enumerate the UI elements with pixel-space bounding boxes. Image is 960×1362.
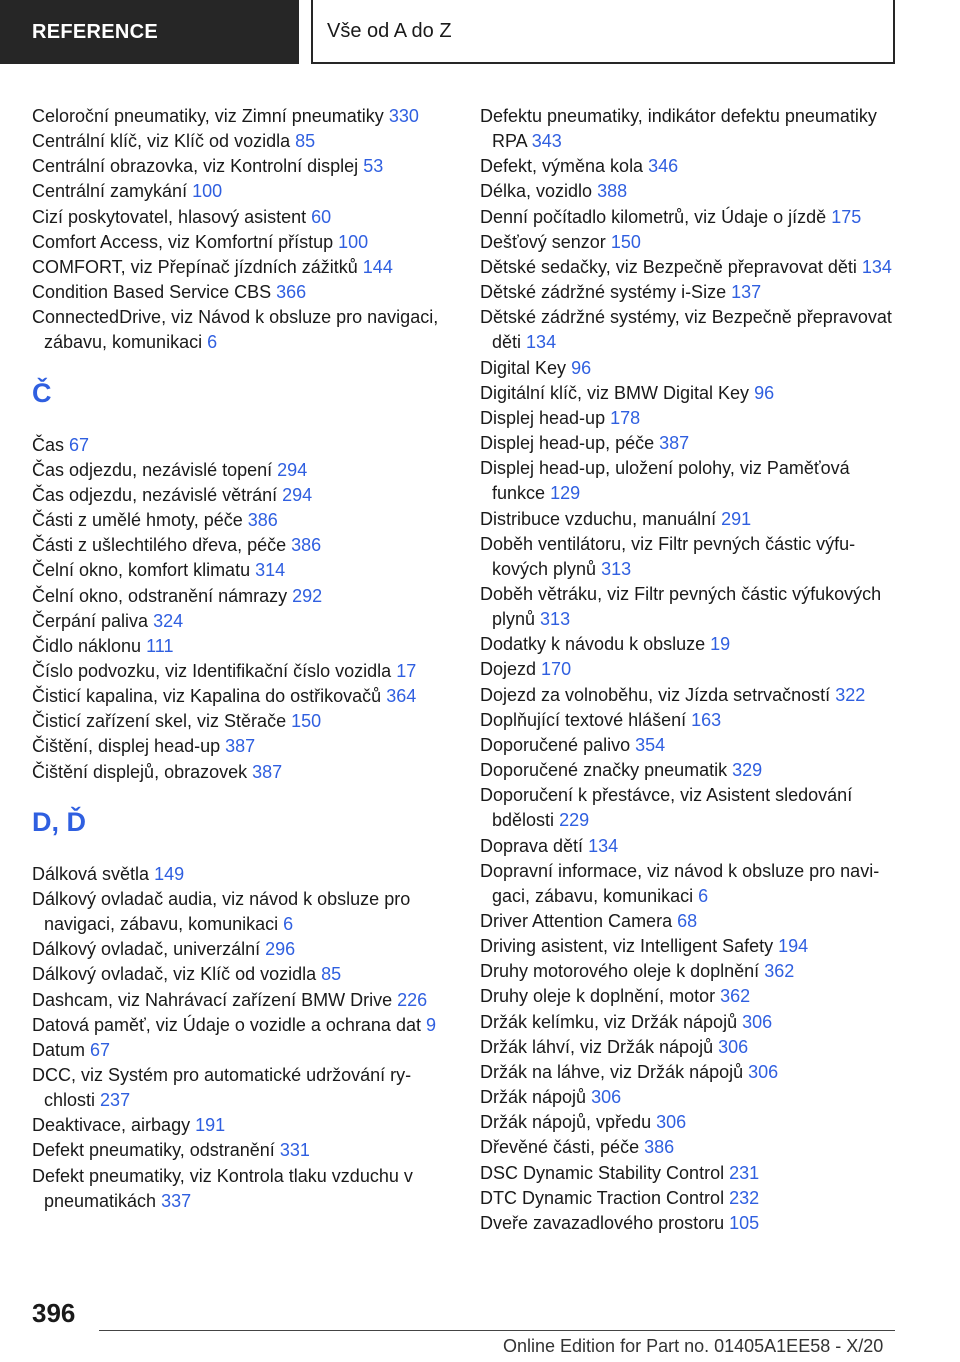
- index-entry: [480, 683, 900, 708]
- index-entry: [32, 1138, 452, 1163]
- page-reference-link[interactable]: 306: [742, 1011, 773, 1032]
- page-reference-link[interactable]: 17: [396, 660, 417, 681]
- page-reference-link[interactable]: 96: [571, 357, 592, 378]
- index-entry: [480, 1110, 900, 1135]
- page-reference-link[interactable]: 364: [386, 686, 417, 707]
- page-reference-link[interactable]: 343: [531, 131, 562, 152]
- page-reference-link[interactable]: 100: [192, 181, 223, 202]
- index-entry: [480, 532, 900, 582]
- page-reference-link[interactable]: 67: [69, 434, 90, 455]
- index-entry-text: Dálkový ovladač, univerzální: [32, 939, 261, 960]
- index-entry: [32, 508, 452, 533]
- page-reference-link[interactable]: 294: [277, 459, 308, 480]
- page-reference-link[interactable]: 60: [311, 206, 332, 227]
- index-entry-text: Čisticí zařízení skel, viz Stěrače: [32, 711, 287, 732]
- index-entry: [32, 962, 452, 987]
- index-entry: [32, 205, 452, 230]
- index-entry-text: Držák nápojů, vpředu: [480, 1112, 652, 1133]
- index-entry-text: Deaktivace, airbagy: [32, 1115, 191, 1136]
- index-letter-heading: D, Ď: [32, 806, 86, 837]
- index-entry-text: Části z ušlechtilého dřeva, péče: [32, 535, 287, 556]
- section-label: REFERENCE: [32, 20, 159, 43]
- index-entry: [32, 734, 452, 759]
- index-entry-text: Držák láhví, viz Držák nápojů: [480, 1036, 714, 1057]
- index-entry: [480, 1211, 900, 1236]
- index-entry: [32, 1013, 452, 1038]
- page-reference-link[interactable]: 388: [597, 181, 628, 202]
- page-reference-link[interactable]: 386: [644, 1137, 675, 1158]
- index-entry-text: Driver Attention Camera: [480, 911, 673, 931]
- page-reference-link[interactable]: 105: [729, 1212, 760, 1233]
- index-entry-text: Centrální zamykání: [32, 181, 188, 202]
- index-entry-text: Dálková světla: [32, 863, 150, 884]
- index-entry: [32, 433, 452, 458]
- page-reference-link[interactable]: 19: [710, 634, 731, 655]
- page-reference-link[interactable]: 134: [588, 835, 619, 856]
- index-entry-text: Displej head-up: [480, 407, 606, 428]
- page-reference-link[interactable]: 366: [276, 282, 307, 303]
- page-reference-link[interactable]: 137: [731, 282, 762, 303]
- index-entry-text: Dřevěné části, péče: [480, 1137, 640, 1158]
- index-entry: [32, 609, 452, 634]
- index-entry-text: Druhy motorového oleje k doplnění: [480, 961, 760, 982]
- index-entry: [480, 859, 900, 909]
- index-entry: [32, 280, 452, 305]
- index-entry: [32, 104, 452, 129]
- index-column-right: [480, 104, 900, 1236]
- page-reference-link[interactable]: 226: [397, 989, 428, 1010]
- page-reference-link[interactable]: 306: [591, 1087, 622, 1108]
- index-entry-text: Defekt, výměna kola: [480, 156, 644, 177]
- page-reference-link[interactable]: 291: [721, 508, 752, 529]
- page-reference-link[interactable]: 232: [729, 1187, 760, 1208]
- page-reference-link[interactable]: 85: [321, 964, 342, 985]
- index-entry-text: Doporučené palivo: [480, 734, 631, 755]
- index-entry-text: Driving asistent, viz Intelligent Safety: [480, 936, 774, 957]
- index-entry: [480, 783, 900, 833]
- page-reference-link[interactable]: 53: [363, 156, 384, 177]
- index-entry-text: COMFORT, viz Přepínač jízdních zážitků: [32, 256, 358, 277]
- index-entry: [32, 305, 452, 355]
- index-entry-text: Doplňující textové hlášení: [480, 709, 687, 730]
- index-entry-text: Cizí poskytovatel, hlasový asistent: [32, 206, 307, 227]
- index-entry-text: Druhy oleje k doplnění, motor: [480, 986, 716, 1007]
- page-reference-link[interactable]: 134: [526, 332, 557, 353]
- page-reference-link[interactable]: 331: [279, 1140, 310, 1161]
- index-entry: [32, 1164, 452, 1214]
- index-entry-text: Dodatky k návodu k obsluze: [480, 634, 706, 655]
- index-entry: [480, 507, 900, 532]
- page-reference-link[interactable]: 362: [720, 986, 751, 1007]
- index-entry-text: Displej head-up, péče: [480, 433, 655, 454]
- index-entry-text: Dálkový ovladač, viz Klíč od vozidla: [32, 964, 317, 985]
- index-entry: [32, 558, 452, 583]
- page-reference-link[interactable]: 150: [291, 711, 322, 732]
- page-reference-link[interactable]: 294: [282, 484, 313, 505]
- index-entry-text: DCC, viz Systém pro automatické udržování rychlosti: [32, 1065, 412, 1111]
- index-entry: [480, 104, 900, 154]
- index-entry: [480, 1010, 900, 1035]
- page-reference-link[interactable]: 134: [861, 256, 892, 277]
- page-reference-link[interactable]: 149: [154, 863, 185, 884]
- index-entry: [32, 659, 452, 684]
- page-reference-link[interactable]: 170: [541, 659, 572, 680]
- index-entry-text: Dálkový ovladač audia, viz návod k obsluze pro navigaci, zábavu, komunikaci: [32, 888, 411, 935]
- index-entry: [32, 1063, 452, 1113]
- index-entry: [32, 1038, 452, 1063]
- index-entry: [32, 988, 452, 1013]
- page-reference-link[interactable]: 313: [540, 609, 571, 630]
- index-entry: [480, 708, 900, 733]
- page-reference-link[interactable]: 85: [295, 131, 316, 152]
- index-entry: [480, 1085, 900, 1110]
- index-entry-text: Comfort Access, viz Komfortní přístup: [32, 231, 334, 252]
- index-entry: [480, 1161, 900, 1186]
- index-entry-text: Čisticí kapalina, viz Kapalina do ostřikovačů: [32, 686, 382, 707]
- index-entry: [32, 230, 452, 255]
- page-reference-link[interactable]: 330: [388, 106, 419, 126]
- index-entry: [480, 984, 900, 1009]
- index-entry-text: Dojezd za volnoběhu, viz Jízda setrvačností: [480, 684, 831, 705]
- index-entry-text: Distribuce vzduchu, manuální: [480, 508, 717, 529]
- index-entry: [480, 733, 900, 758]
- index-entry-text: Datová paměť, viz Údaje o vozidle a ochrana dat: [32, 1014, 421, 1035]
- page-reference-link[interactable]: 346: [648, 156, 679, 177]
- index-entry: [480, 154, 900, 179]
- index-entry: [480, 406, 900, 431]
- page-reference-link[interactable]: 322: [835, 684, 866, 705]
- page-reference-link[interactable]: 68: [677, 911, 698, 931]
- index-entry: [480, 305, 900, 355]
- index-entry-text: Defekt pneumatiky, odstranění: [32, 1140, 275, 1161]
- page-reference-link[interactable]: 362: [764, 961, 795, 982]
- index-entry-text: Displej head-up, uložení polohy, viz Paměťová funkce: [480, 458, 850, 504]
- index-entry: [480, 356, 900, 381]
- index-entry: [480, 280, 900, 305]
- index-entry-text: Držák na láhve, viz Držák nápojů: [480, 1061, 744, 1082]
- index-entry: [480, 255, 900, 280]
- index-entry-text: Condition Based Service CBS: [32, 282, 272, 303]
- index-entry: [480, 582, 900, 632]
- page-reference-link[interactable]: 129: [550, 483, 581, 504]
- index-entry-text: Datum: [32, 1039, 86, 1060]
- index-entry-text: Čas odjezdu, nezávislé topení: [32, 459, 273, 480]
- page-reference-link[interactable]: 386: [247, 510, 278, 531]
- index-entry: [32, 709, 452, 734]
- chapter-title: Vše od A do Z: [327, 19, 452, 42]
- index-entry-text: Čas odjezdu, nezávislé větrání: [32, 484, 278, 505]
- index-entry: [32, 634, 452, 659]
- index-entry-text: Dětské zádržné systémy, viz Bezpečně přepravovat děti: [480, 307, 892, 353]
- index-entry-text: Čas: [32, 434, 65, 455]
- index-entry: [480, 1035, 900, 1060]
- page-reference-link[interactable]: 6: [283, 914, 294, 935]
- page-reference-link[interactable]: 96: [754, 382, 775, 403]
- index-entry-text: Doprava dětí: [480, 835, 584, 856]
- index-entry: [32, 255, 452, 280]
- index-entry: [480, 834, 900, 859]
- index-entry-text: Čištění displejů, obrazovek: [32, 761, 248, 782]
- index-entry-text: ConnectedDrive, viz Návod k obsluze pro navigaci, zábavu, komunikaci: [32, 307, 439, 353]
- footer-edition: Online Edition for Part no. 01405A1EE58 - X/20: [503, 1336, 884, 1356]
- page-reference-link[interactable]: 387: [659, 433, 690, 454]
- index-entry: [480, 959, 900, 984]
- page-reference-link[interactable]: 178: [610, 407, 641, 428]
- index-entry: [480, 632, 900, 657]
- index-entry: [32, 862, 452, 887]
- index-entry: [480, 1135, 900, 1160]
- page-reference-link[interactable]: 6: [698, 885, 709, 906]
- page-reference-link[interactable]: 329: [732, 760, 763, 781]
- index-entry: [32, 129, 452, 154]
- footer-divider: [99, 1330, 895, 1331]
- index-entry-text: Doběh ventilátoru, viz Filtr pevných částic výfukových plynů: [480, 533, 856, 579]
- index-entry: [480, 758, 900, 783]
- index-entry-text: Digitální klíč, viz BMW Digital Key: [480, 382, 750, 403]
- page-reference-link[interactable]: 144: [362, 256, 393, 277]
- page-reference-link[interactable]: 337: [161, 1190, 192, 1211]
- index-entry: [480, 381, 900, 406]
- index-entry: [32, 483, 452, 508]
- index-entry: [32, 584, 452, 609]
- page-reference-link[interactable]: 9: [425, 1014, 436, 1035]
- page-reference-link[interactable]: 387: [252, 761, 283, 782]
- page-reference-link[interactable]: 67: [90, 1039, 111, 1060]
- index-entry-text: Čištění, displej head-up: [32, 736, 221, 757]
- page-reference-link[interactable]: 231: [729, 1162, 760, 1183]
- index-entry-text: Čelní okno, odstranění námrazy: [32, 585, 288, 606]
- index-entry: [32, 887, 452, 937]
- page-reference-link[interactable]: 296: [265, 939, 296, 960]
- index-entry: [480, 657, 900, 682]
- index-entry-text: Doběh větráku, viz Filtr pevných částic výfukových plynů: [480, 583, 882, 630]
- index-entry: [480, 1186, 900, 1211]
- index-entry: [480, 909, 900, 934]
- index-entry-text: Doporučení k přestávce, viz Asistent sledování bdělosti: [480, 785, 853, 831]
- index-entry: [480, 1060, 900, 1085]
- page-reference-link[interactable]: 306: [718, 1036, 749, 1057]
- index-entry-text: Čidlo náklonu: [32, 635, 142, 656]
- page-reference-link[interactable]: 306: [656, 1112, 687, 1133]
- page-reference-link[interactable]: 324: [153, 610, 184, 631]
- index-entry: [480, 456, 900, 506]
- index-entry-text: Dveře zavazadlového prostoru: [480, 1212, 725, 1233]
- chapter-header: [311, 0, 895, 64]
- index-entry-text: Dojezd: [480, 659, 537, 680]
- index-entry: [32, 760, 452, 785]
- index-entry: [32, 458, 452, 483]
- index-entry-text: Digital Key: [480, 357, 567, 378]
- page-reference-link[interactable]: 386: [291, 535, 322, 556]
- index-entry-text: Centrální klíč, viz Klíč od vozidla: [32, 131, 291, 152]
- index-entry-text: Defekt pneumatiky, viz Kontrola tlaku vzduchu v pneumatikách: [32, 1165, 413, 1211]
- page-reference-link[interactable]: 387: [225, 736, 256, 757]
- index-entry: [32, 179, 452, 204]
- index-entry: [32, 154, 452, 179]
- index-entry-text: Délka, vozidlo: [480, 181, 593, 202]
- index-entry-text: Celoroční pneumatiky, viz Zimní pneumatiky: [32, 106, 384, 126]
- index-entry-text: DTC Dynamic Traction Control: [480, 1187, 725, 1208]
- index-entry-text: Dopravní informace, viz návod k obsluze pro navigaci, zábavu, komunikaci: [480, 860, 880, 906]
- index-entry: [480, 230, 900, 255]
- index-entry-text: Dětské sedačky, viz Bezpečně přepravovat děti: [480, 256, 857, 277]
- index-entry-text: Držák nápojů: [480, 1087, 587, 1108]
- index-entry-text: DSC Dynamic Stability Control: [480, 1162, 725, 1183]
- index-entry-text: Části z umělé hmoty, péče: [32, 510, 243, 531]
- index-entry-text: Dešťový senzor: [480, 231, 606, 252]
- index-entry-text: Dashcam, viz Nahrávací zařízení BMW Drive: [32, 989, 393, 1010]
- page-reference-link[interactable]: 306: [748, 1061, 779, 1082]
- section-tab: [0, 0, 299, 64]
- page-reference-link[interactable]: 150: [610, 231, 641, 252]
- index-entry-text: Centrální obrazovka, viz Kontrolní displej: [32, 156, 359, 177]
- page-reference-link[interactable]: 354: [635, 734, 666, 755]
- page-reference-link[interactable]: 6: [207, 332, 218, 353]
- page-reference-link[interactable]: 163: [691, 709, 722, 730]
- index-entry-text: Dětské zádržné systémy i-Size: [480, 282, 727, 303]
- page-reference-link[interactable]: 191: [195, 1115, 226, 1136]
- page-reference-link[interactable]: 175: [831, 206, 862, 227]
- index-entry-text: Defektu pneumatiky, indikátor defektu pneumatiky RPA: [480, 106, 877, 152]
- page-number: 396: [32, 1298, 76, 1328]
- index-entry: [480, 179, 900, 204]
- page-reference-link[interactable]: 237: [100, 1090, 131, 1111]
- page-reference-link[interactable]: 229: [559, 810, 590, 831]
- page-reference-link[interactable]: 100: [338, 231, 369, 252]
- page-reference-link[interactable]: 194: [778, 936, 809, 957]
- index-entry: [480, 205, 900, 230]
- index-entry-text: Číslo podvozku, viz Identifikační číslo vozidla: [32, 660, 392, 681]
- index-entry-text: Čelní okno, komfort klimatu: [32, 560, 251, 581]
- index-entry-text: Denní počítadlo kilometrů, viz Údaje o jízdě: [480, 206, 827, 227]
- index-entry: [480, 431, 900, 456]
- index-entry-text: Doporučené značky pneumatik: [480, 760, 728, 781]
- page-reference-link[interactable]: 111: [146, 635, 174, 656]
- index-entry: [480, 934, 900, 959]
- index-column-left: [32, 104, 452, 1214]
- page-reference-link[interactable]: 292: [292, 585, 323, 606]
- index-entry: [32, 684, 452, 709]
- index-entry: [32, 533, 452, 558]
- index-entry: [32, 937, 452, 962]
- page-reference-link[interactable]: 313: [601, 558, 632, 579]
- page-reference-link[interactable]: 314: [255, 560, 286, 581]
- index-entry-text: Čerpání paliva: [32, 610, 149, 631]
- index-entry: [32, 1113, 452, 1138]
- index-letter-heading: Č: [32, 377, 52, 408]
- index-entry-text: Držák kelímku, viz Držák nápojů: [480, 1011, 738, 1032]
